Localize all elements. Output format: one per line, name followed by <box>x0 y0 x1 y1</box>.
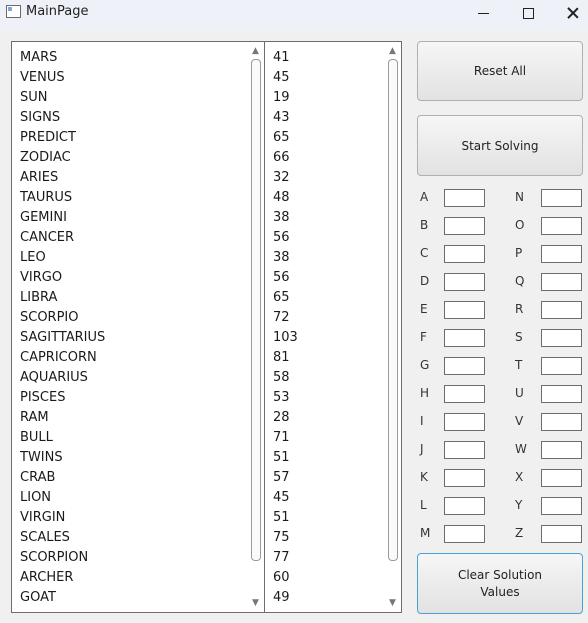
letter-label: D <box>420 274 430 288</box>
value-list-item[interactable]: 53 <box>273 390 290 405</box>
letter-value-input[interactable] <box>541 441 582 459</box>
value-list-item[interactable]: 66 <box>273 150 290 165</box>
letter-value-input[interactable] <box>541 245 582 263</box>
close-button[interactable] <box>550 0 588 26</box>
value-list-item[interactable]: 103 <box>273 330 298 345</box>
word-list-item[interactable]: RAM <box>20 410 49 425</box>
value-list-item[interactable]: 43 <box>273 110 290 125</box>
scroll-down-arrow-icon[interactable]: ▼ <box>252 598 259 608</box>
letter-value-input[interactable] <box>541 385 582 403</box>
word-list-item[interactable]: SIGNS <box>20 110 61 125</box>
value-list-item[interactable]: 49 <box>273 590 290 605</box>
letter-value-input[interactable] <box>444 413 485 431</box>
letter-value-input[interactable] <box>444 273 485 291</box>
word-list-item[interactable]: SUN <box>20 90 48 105</box>
letter-value-input[interactable] <box>541 469 582 487</box>
letter-label: A <box>420 190 429 204</box>
letter-label: W <box>515 442 527 456</box>
letter-label: I <box>420 414 424 428</box>
scroll-thumb[interactable] <box>388 59 398 561</box>
values-scrollbar[interactable] <box>386 45 399 609</box>
value-list-item[interactable]: 51 <box>273 450 290 465</box>
minimize-button[interactable] <box>460 0 506 26</box>
letter-value-input[interactable] <box>444 189 485 207</box>
letter-value-input[interactable] <box>444 441 485 459</box>
word-list-item[interactable]: LIBRA <box>20 290 58 305</box>
value-list-item[interactable]: 38 <box>273 250 290 265</box>
value-list-item[interactable]: 45 <box>273 490 290 505</box>
value-list-item[interactable]: 65 <box>273 290 290 305</box>
scroll-up-arrow-icon[interactable]: ▲ <box>252 46 259 56</box>
word-list-item[interactable]: TWINS <box>20 450 63 465</box>
word-list-item[interactable]: GEMINI <box>20 210 67 225</box>
word-list-item[interactable]: VENUS <box>20 70 65 85</box>
word-list-item[interactable]: ZODIAC <box>20 150 71 165</box>
letter-value-input[interactable] <box>541 273 582 291</box>
word-list-item[interactable]: SCORPIO <box>20 310 79 325</box>
start-solving-button[interactable]: Start Solving <box>417 115 583 176</box>
value-list-item[interactable]: 19 <box>273 90 290 105</box>
clear-button-label-line1: Clear Solution <box>457 567 543 582</box>
letter-label: C <box>420 246 429 260</box>
letter-label: X <box>515 470 524 484</box>
value-list-item[interactable]: 77 <box>273 550 290 565</box>
words-list[interactable] <box>11 41 265 613</box>
word-list-item[interactable]: MARS <box>20 50 58 65</box>
window-title: MainPage <box>26 4 89 19</box>
value-list-item[interactable]: 38 <box>273 210 290 225</box>
value-list-item[interactable]: 58 <box>273 370 290 385</box>
value-list-item[interactable]: 72 <box>273 310 290 325</box>
letter-label: E <box>420 302 428 316</box>
letter-value-input[interactable] <box>444 329 485 347</box>
letter-label: Q <box>515 274 525 288</box>
letter-label: H <box>420 386 430 400</box>
word-list-item[interactable]: ARIES <box>20 170 59 185</box>
word-list-item[interactable]: LION <box>20 490 52 505</box>
letter-label: T <box>515 358 523 372</box>
letter-value-input[interactable] <box>541 301 582 319</box>
letter-value-input[interactable] <box>541 357 582 375</box>
word-list-item[interactable]: ARCHER <box>20 570 74 585</box>
minimize-icon <box>478 13 489 14</box>
value-list-item[interactable]: 57 <box>273 470 290 485</box>
value-list-item[interactable]: 48 <box>273 190 290 205</box>
value-list-item[interactable]: 60 <box>273 570 290 585</box>
letter-label: L <box>420 498 427 512</box>
word-list-item[interactable]: GOAT <box>20 590 56 605</box>
word-list-item[interactable]: AQUARIUS <box>20 370 88 385</box>
letter-label: G <box>420 358 430 372</box>
letter-label: R <box>515 302 524 316</box>
letter-value-input[interactable] <box>541 189 582 207</box>
word-list-item[interactable]: PISCES <box>20 390 66 405</box>
value-list-item[interactable]: 56 <box>273 270 290 285</box>
value-list-item[interactable]: 81 <box>273 350 290 365</box>
letter-label: Z <box>515 526 524 540</box>
word-list-item[interactable]: VIRGO <box>20 270 63 285</box>
value-list-item[interactable]: 75 <box>273 530 290 545</box>
letter-label: J <box>420 442 424 456</box>
letter-label: B <box>420 218 429 232</box>
value-list-item[interactable]: 51 <box>273 510 290 525</box>
word-list-item[interactable]: CRAB <box>20 470 56 485</box>
letter-value-input[interactable] <box>444 357 485 375</box>
letter-value-input[interactable] <box>444 497 485 515</box>
letter-label: Y <box>515 498 523 512</box>
letter-label: U <box>515 386 524 400</box>
maximize-icon <box>523 8 534 19</box>
letter-value-input[interactable] <box>444 245 485 263</box>
letter-label: V <box>515 414 524 428</box>
letter-label: K <box>420 470 428 484</box>
scroll-thumb[interactable] <box>251 59 261 561</box>
word-list-item[interactable]: BULL <box>20 430 53 445</box>
value-list-item[interactable]: 41 <box>273 50 290 65</box>
letter-value-input[interactable] <box>541 525 582 543</box>
letter-label: F <box>420 330 427 344</box>
scroll-up-arrow-icon[interactable]: ▲ <box>389 46 396 56</box>
letter-label: O <box>515 218 525 232</box>
letter-value-input[interactable] <box>444 301 485 319</box>
letter-value-input[interactable] <box>444 217 485 235</box>
word-list-item[interactable]: CANCER <box>20 230 75 245</box>
word-list-item[interactable]: VIRGIN <box>20 510 66 525</box>
letter-value-input[interactable] <box>444 525 485 543</box>
value-list-item[interactable]: 56 <box>273 230 290 245</box>
letter-label: P <box>515 246 523 260</box>
scroll-down-arrow-icon[interactable]: ▼ <box>389 598 396 608</box>
clear-button-label-line2: Values <box>480 584 520 599</box>
clear-solution-values-button[interactable] <box>417 553 583 614</box>
title-bar <box>0 0 588 30</box>
word-list-item[interactable]: SAGITTARIUS <box>20 330 106 345</box>
word-list-item[interactable]: SCORPION <box>20 550 89 565</box>
values-list[interactable] <box>264 41 402 613</box>
word-list-item[interactable]: PREDICT <box>20 130 76 145</box>
letter-label: N <box>515 190 524 204</box>
word-list-item[interactable]: SCALES <box>20 530 70 545</box>
reset-all-button[interactable]: Reset All <box>417 41 583 101</box>
letter-value-input[interactable] <box>541 413 582 431</box>
value-list-item[interactable]: 71 <box>273 430 290 445</box>
value-list-item[interactable]: 28 <box>273 410 290 425</box>
words-scrollbar[interactable] <box>249 45 262 609</box>
letter-value-input[interactable] <box>541 217 582 235</box>
close-icon <box>567 7 579 19</box>
value-list-item[interactable]: 65 <box>273 130 290 145</box>
word-list-item[interactable]: TAURUS <box>20 190 73 205</box>
app-window-icon <box>6 5 21 18</box>
value-list-item[interactable]: 32 <box>273 170 290 185</box>
letter-value-input[interactable] <box>541 329 582 347</box>
letter-label: S <box>515 330 523 344</box>
letter-value-input[interactable] <box>444 469 485 487</box>
value-list-item[interactable]: 45 <box>273 70 290 85</box>
letter-value-input[interactable] <box>541 497 582 515</box>
word-list-item[interactable]: LEO <box>20 250 46 265</box>
word-list-item[interactable]: CAPRICORN <box>20 350 97 365</box>
letter-value-input[interactable] <box>444 385 485 403</box>
letter-label: M <box>420 526 431 540</box>
maximize-button[interactable] <box>505 0 551 26</box>
